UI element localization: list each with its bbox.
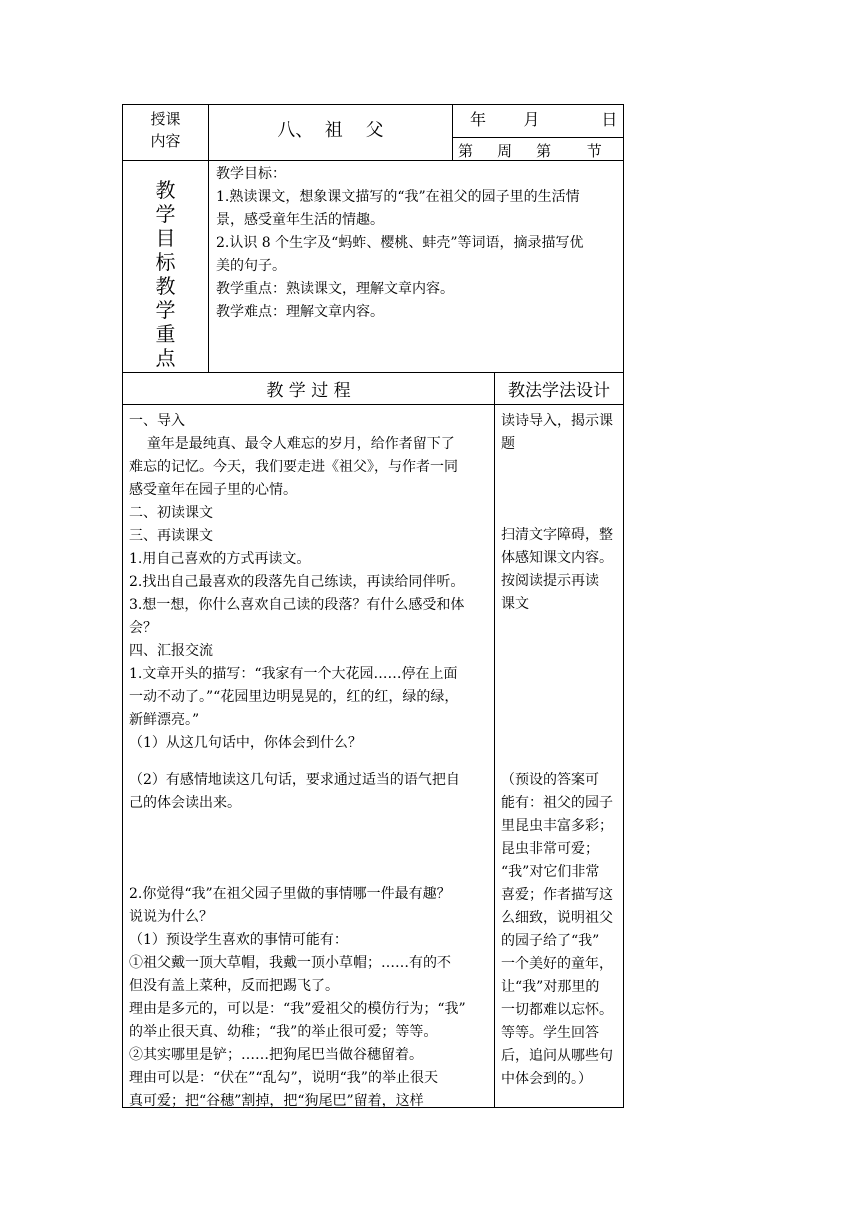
objectives-side-label [123, 178, 208, 370]
process-right-block-1 [501, 410, 621, 456]
divider-date-col [452, 104, 453, 161]
process-line: 说说为什么？ [129, 909, 213, 925]
side-char: 点 [155, 346, 176, 370]
method-line: 一切都难以忘怀。 [501, 1002, 613, 1018]
process-line: 1.文章开头的描写：“我家有一个大花园……停在上面 [129, 666, 458, 682]
objectives-line: 2.认识 8 个生字及“蚂蚱、樱桃、蚌壳”等词语，摘录描写优 [216, 235, 584, 251]
side-char: 标 [155, 250, 176, 274]
border-right [623, 104, 624, 1108]
side-char: 教 [155, 178, 176, 202]
divider-date-week [452, 137, 624, 138]
process-line: 理由可以是：“伏在”“乱勾”，说明“我”的举止很天 [129, 1070, 438, 1086]
process-line: 一、导入 [129, 413, 185, 429]
process-line: 己的体会读出来。 [129, 795, 241, 811]
method-line: 后，追问从哪些句 [501, 1048, 613, 1064]
week-line: 第 周 第 节 [458, 142, 603, 160]
process-line: 四、汇报交流 [129, 643, 213, 659]
process-line: ①祖父戴一顶大草帽，我戴一顶小草帽；……有的不 [129, 955, 451, 971]
method-line: 么细致，说明祖父 [501, 910, 613, 926]
method-line: 课文 [501, 596, 529, 612]
side-char: 目 [155, 226, 176, 250]
objectives-heading: 教学目标： [216, 166, 286, 182]
process-line: 的举止很天真、幼稚；“我”的举止很可爱；等等。 [129, 1024, 438, 1040]
process-line: 真可爱；把“谷穗”割掉，把“狗尾巴”留着，这样 [129, 1093, 424, 1109]
divider-objectives-process [122, 372, 624, 373]
method-line: 扫清文字障碍，整 [501, 527, 613, 543]
method-line: 里昆虫丰富多彩； [501, 818, 613, 834]
process-right-block-3 [501, 769, 621, 1091]
method-line: 昆虫非常可爱； [501, 841, 599, 857]
process-line: 新鲜漂亮。” [129, 712, 200, 728]
process-line: 但没有盖上菜种，反而把踢飞了。 [129, 978, 339, 994]
divider-label-col [208, 104, 209, 373]
objectives-line: 教学难点：理解文章内容。 [216, 304, 384, 320]
process-line: （1）从这几句话中，你体会到什么？ [129, 735, 362, 751]
process-line: 会？ [129, 620, 157, 636]
method-line: 喜爱；作者描写这 [501, 887, 613, 903]
objectives-line: 1.熟读课文，想象课文描写的“我”在祖父的园子里的生活情 [216, 189, 580, 205]
process-line: 感受童年在园子里的心情。 [129, 482, 297, 498]
method-line: 按阅读提示再读 [501, 573, 599, 589]
process-header-left: 教 学 过 程 [266, 381, 351, 401]
side-char: 重 [155, 322, 176, 346]
method-line: 读诗导入，揭示课 [501, 413, 613, 429]
process-line: 童年是最纯真、最令人难忘的岁月，给作者留下了 [129, 436, 455, 452]
process-line: 二、初读课文 [129, 505, 213, 521]
method-line: 中体会到的。） [501, 1071, 592, 1087]
process-line: ②其实哪里是铲；……把狗尾巴当做谷穗留着。 [129, 1047, 423, 1063]
process-line: （2）有感情地读这几句话，要求通过适当的语气把自 [129, 772, 460, 788]
side-char: 学 [155, 298, 176, 322]
process-line: 三、再读课文 [129, 528, 213, 544]
divider-process-header [122, 404, 624, 405]
objectives-line: 美的句子。 [216, 258, 286, 274]
method-line: （预设的答案可 [501, 772, 599, 788]
process-left-block-1 [129, 410, 491, 755]
date-line: 年 月 日 [470, 110, 619, 129]
process-line: （1）预设学生喜欢的事情可能有： [129, 932, 348, 948]
header-label-line-2: 内容 [150, 132, 181, 150]
side-char: 学 [155, 202, 176, 226]
process-right-block-2 [501, 524, 621, 616]
process-header-right: 教法学法设计 [508, 381, 610, 401]
process-line: 3.想一想，你什么喜欢自己读的段落？有什么感受和体 [129, 597, 465, 613]
side-char: 教 [155, 274, 176, 298]
process-left-block-2 [129, 769, 491, 815]
method-line: “我”对它们非常 [501, 864, 600, 880]
method-line: 一个美好的童年， [501, 956, 613, 972]
objectives-line: 教学重点：熟读课文，理解文章内容。 [216, 281, 454, 297]
objectives-line: 景，感受童年生活的情趣。 [216, 212, 384, 228]
process-left-block-3 [129, 883, 491, 1113]
header-label-line-1: 授课 [150, 110, 181, 128]
process-line: 一动不动了。”“花园里边明晃晃的，红的红，绿的绿， [129, 689, 459, 705]
method-line: 能有：祖父的园子 [501, 795, 613, 811]
process-line: 1.用自己喜欢的方式再读文。 [129, 551, 311, 567]
header-label [123, 105, 208, 152]
process-line: 2.你觉得“我”在祖父园子里做的事情哪一件最有趣？ [129, 886, 451, 902]
process-line: 难忘的记忆。今天，我们要走进《祖父》，与作者一同 [129, 459, 458, 475]
method-line: 体感知课文内容。 [501, 550, 613, 566]
objectives-content [216, 163, 621, 324]
method-line: 让“我”对那里的 [501, 979, 600, 995]
process-line: 理由是多元的，可以是：“我”爱祖父的模仿行为；“我” [129, 1001, 466, 1017]
lesson-title: 八、 祖 父 [277, 120, 384, 141]
method-line: 的园子给了“我” [501, 933, 600, 949]
method-line: 等等。学生回答 [501, 1025, 599, 1041]
process-line: 2.找出自己最喜欢的段落先自己练读，再读给同伴听。 [129, 574, 465, 590]
method-line: 题 [501, 436, 515, 452]
divider-process-col [494, 372, 495, 1108]
